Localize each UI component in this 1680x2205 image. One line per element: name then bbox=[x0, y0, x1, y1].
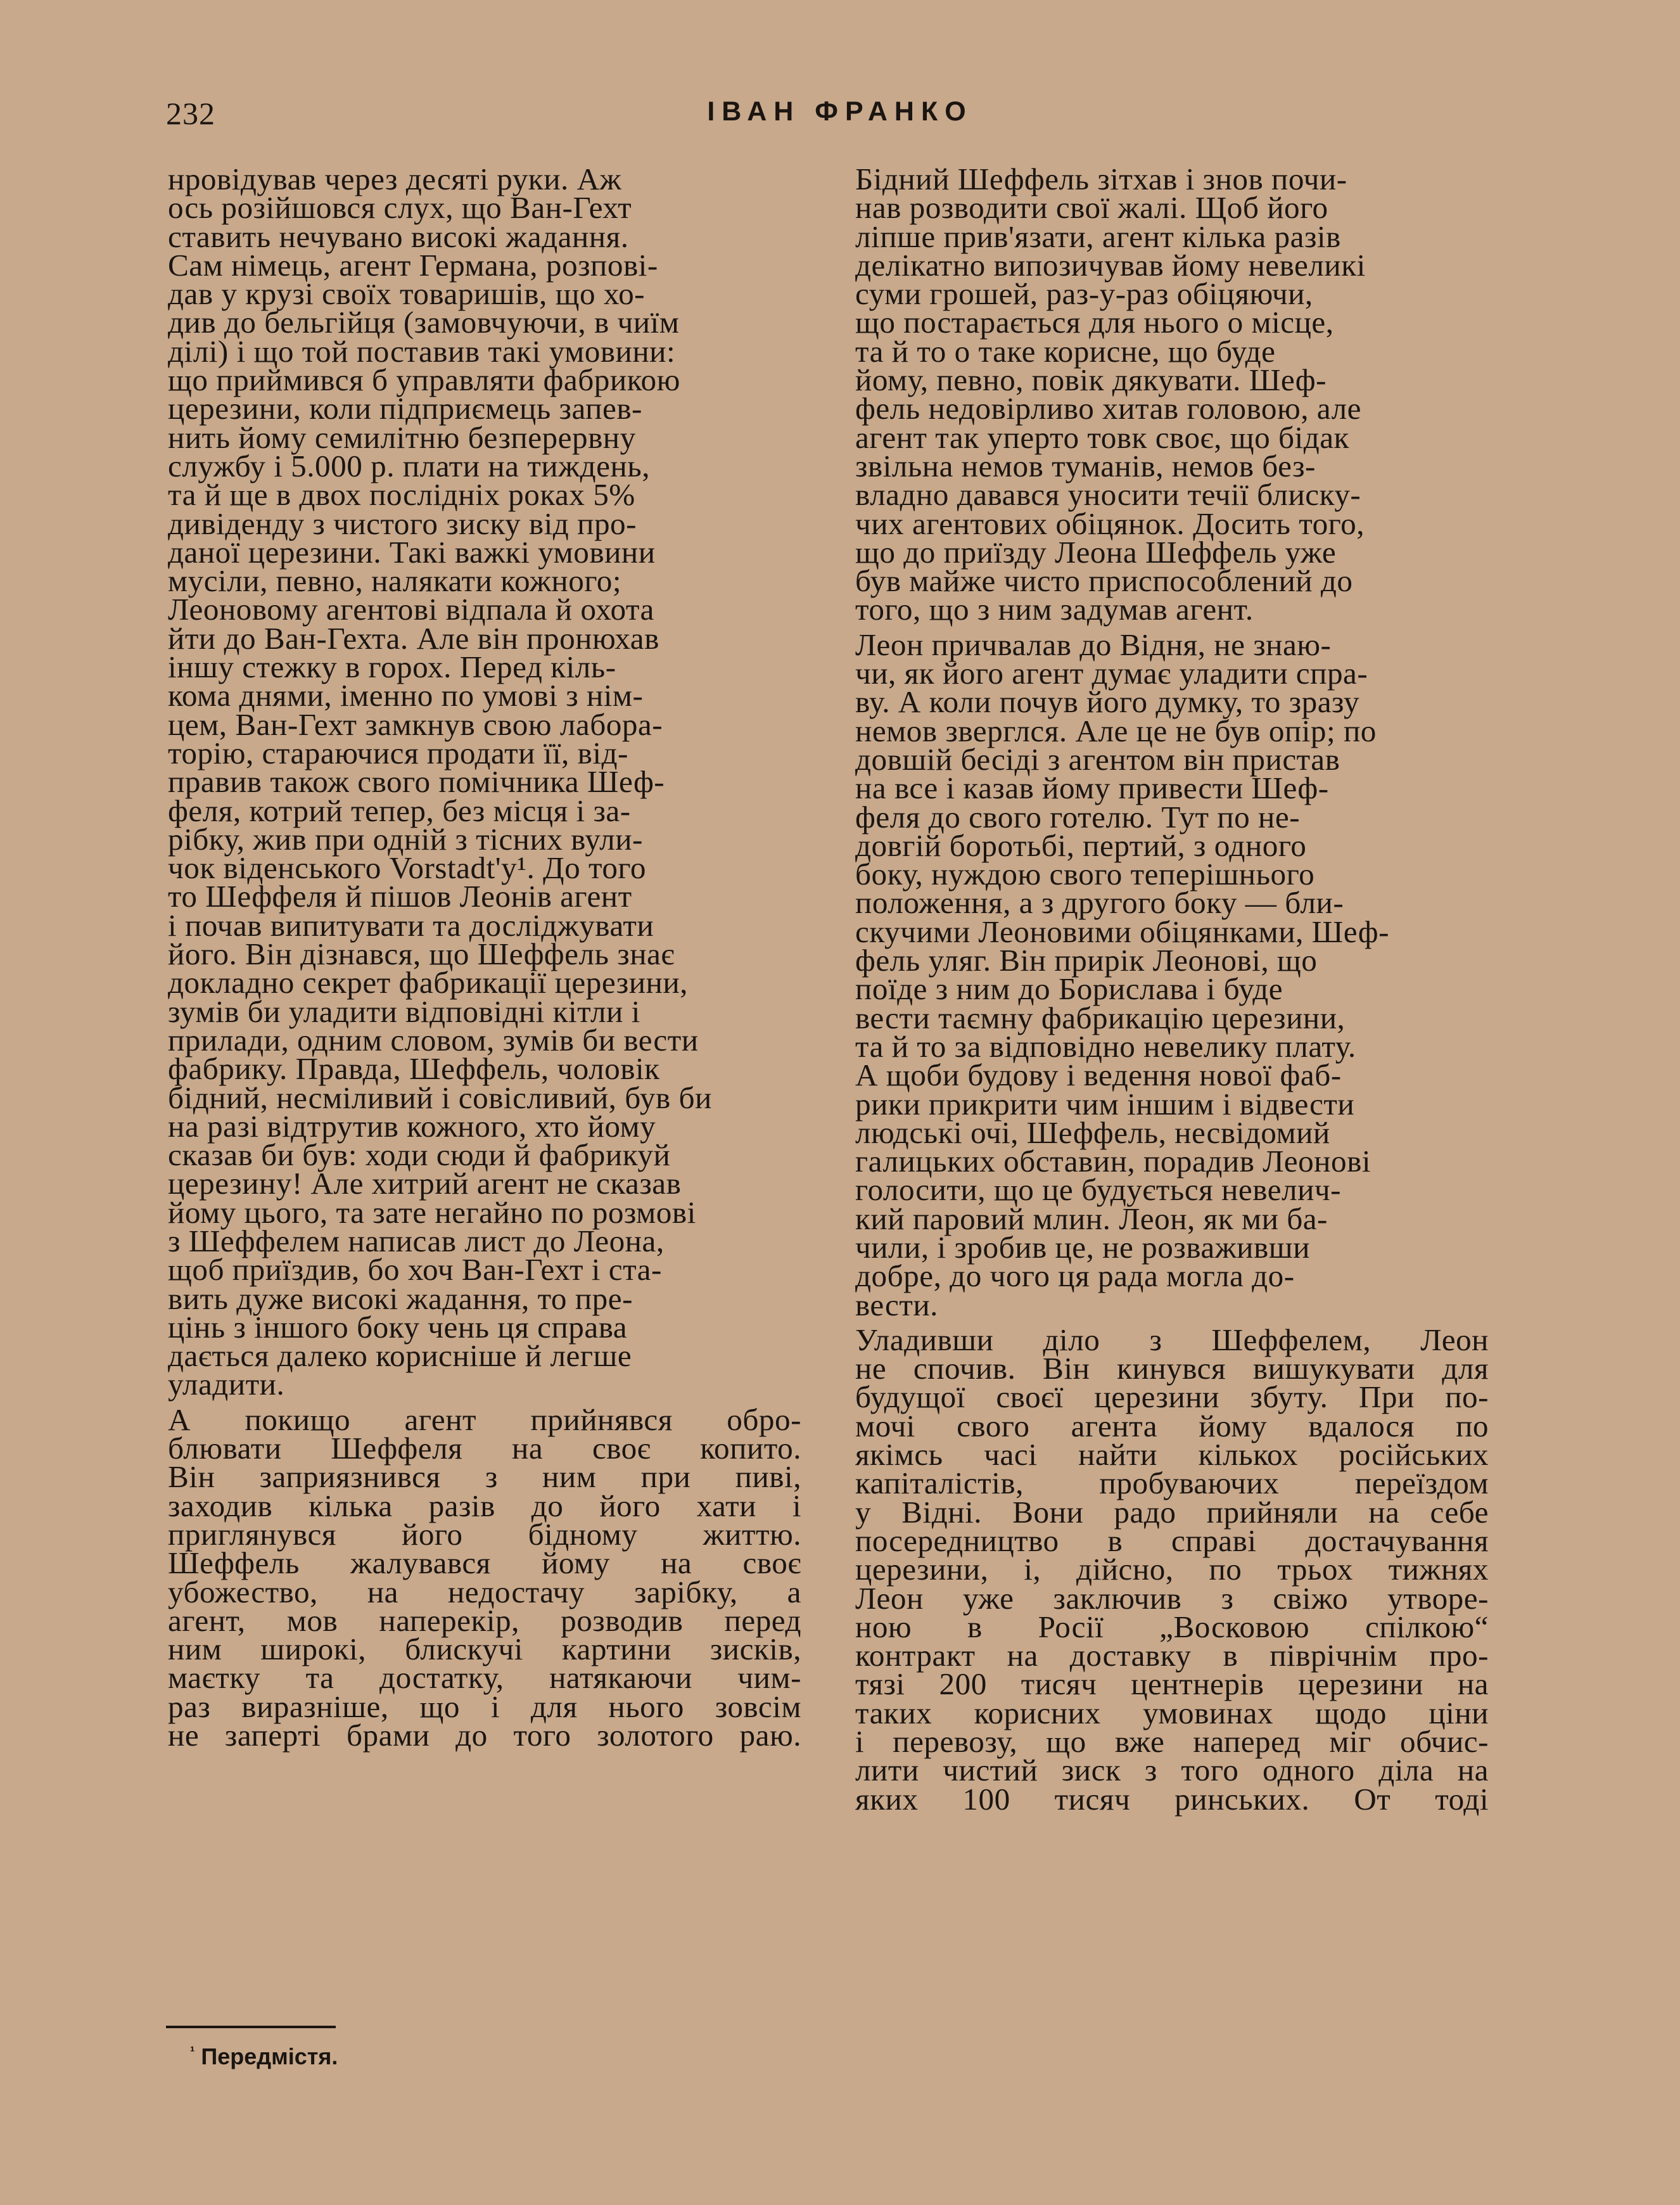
right-column bbox=[855, 162, 1489, 1817]
left-column bbox=[168, 162, 801, 1753]
footnote-marker: ¹ bbox=[190, 2043, 195, 2059]
footnote-text: Передмістя. bbox=[201, 2043, 338, 2069]
footnote bbox=[190, 2043, 338, 2070]
paragraph: Леон причвалав до Відня, не знаю- чи, як його агент думає уладити спра- ву. А коли почув його думку, то зразу немов зверглся. Але це не був опір; по довшій бесіді з агентом він пристав на все і казав йому привести Шеф- феля до свого готелю. Тут по не- довгій боротьбі, пертий, з одного боку, нуждою свого теперішнього положення, а з другого боку — бли- скучими Леоновими обіцянками, Шеф- фель уляг. Він прирік Леонові, що поїде з ним до Борислава і буде вести таємну фабрикацію церезини, та й то за відповідно невелику плату. А щоби будову і ведення нової фаб- рики прикрити чим іншим і відвести людські очі, Шеффель, несвідомий галицьких обставин, порадив Леонові голосити, що це будується невелич- кий паровий млин. Леон, як ми ба- чили, і зробив це, не розваживши добре, до чого ця рада могла до- вести. bbox=[855, 627, 1389, 1322]
paragraph: нровідував через десяті руки. Аж ось розійшовся слух, що Ван-Гехт ставить нечувано високі жадання. Сам німець, агент Германа, розпові- дав у крузі своїх товаришів, що хо- див до бельгійця (замовчуючи, в чиїм ділі) і що той поставив такі умовини: що приймився б управляти фабрикою церезини, коли підприємець запев- нить йому семилітню безперервну службу і 5.000 р. плати на тиждень, та й ще в двох послідніх роках 5% дивіденду з чистого зиску від про- даної церезини. Такі важкі умовини мусіли, певно, налякати кожного; Леоновому агентові відпала й охота йти до Ван-Гехта. Але він пронюхав іншу стежку в горох. Перед кіль- кома днями, іменно по умові з нім- цем, Ван-Гехт замкнув свою лабора- торію, стараючися продати її, від- правив також свого помічника Шеф- феля, котрий тепер, без місця і за- рібку, жив при одній з тісних вули- чок віденського Vorstadt'у¹. До того то Шеффеля й пішов Леонів агент і почав випитувати та досліджувати його. Він дізнався, що Шеффель знає докладно секрет фабрикації церезини, зумів би уладити відповідні кітли і прилади, одним словом, зумів би вести фабрику. Правда, Шеффель, чоловік бідний, несміливий і совісливий, був би на разі відтрутив кожного, хто йому сказав би був: ходи сюди й фабрикуй церезину! Але хитрий агент не сказав йому цього, та зате негайно по розмові з Шеффелем написав лист до Леона, щоб приїздив, бо хоч Ван-Гехт і ста- вить дуже високі жадання, то пре- цінь з іншого боку чень ця справа дається далеко корисніше й легше уладити. bbox=[168, 162, 712, 1402]
footnote-rule bbox=[166, 2026, 336, 2028]
paragraph: Бідний Шеффель зітхав і знов почи- нав розводити свої жалі. Щоб його ліпше прив'язати, агент кілька разів делікатно випозичував йому невеликі суми грошей, раз-у-раз обіцяючи, що постарається для нього о місце, та й то о таке корисне, що буде йому, певно, повік дякувати. Шеф- фель недовірливо хитав головою, але агент так уперто товк своє, що бідак звільна немов туманів, немов без- владно давався уносити течії блиску- чих агентових обіцянок. Досить того, що до приїзду Леона Шеффель уже був майже чисто приспособлений до того, що з ним задумав агент. bbox=[855, 162, 1366, 627]
running-head: ІВАН ФРАНКО bbox=[707, 96, 973, 127]
paragraph: А покищо агент прийнявся обро- блювати Шеффеля на своє копито. Він заприязнився з ним при пиві, заходив кілька разів до його хати і приглянувся його бідному життю. Шеффель жалувався йому на своє убожество, на недостачу зарібку, а агент, мов наперекір, розводив перед ним широкі, блискучі картини зисків, маєтку та достатку, натякаючи чим- раз виразніше, що і для нього зовсім не заперті брами до того золотого раю. bbox=[168, 1402, 801, 1753]
paragraph: Уладивши діло з Шеффелем, Леон не спочив. Він кинувся вишукувати для будущої своєї церезини збуту. При по- мочі свого агента йому вдалося по якімсь часі найти кількох російських капіталістів, пробуваючих переїздом у Відні. Вони радо прийняли на себе посередництво в справі достачування церезини, і, дійсно, по трьох тижнях Леон уже заключив з свіжо утворе- ною в Росії „Восковою спілкою“ контракт на доставку в піврічнім про- тязі 200 тисяч центнерів церезини на таких корисних умовинах щодо ціни і перевозу, що вже наперед міг обчис- лити чистий зиск з того одного діла на яких 100 тисяч ринських. От тоді bbox=[855, 1322, 1489, 1817]
page-number: 232 bbox=[166, 96, 215, 131]
